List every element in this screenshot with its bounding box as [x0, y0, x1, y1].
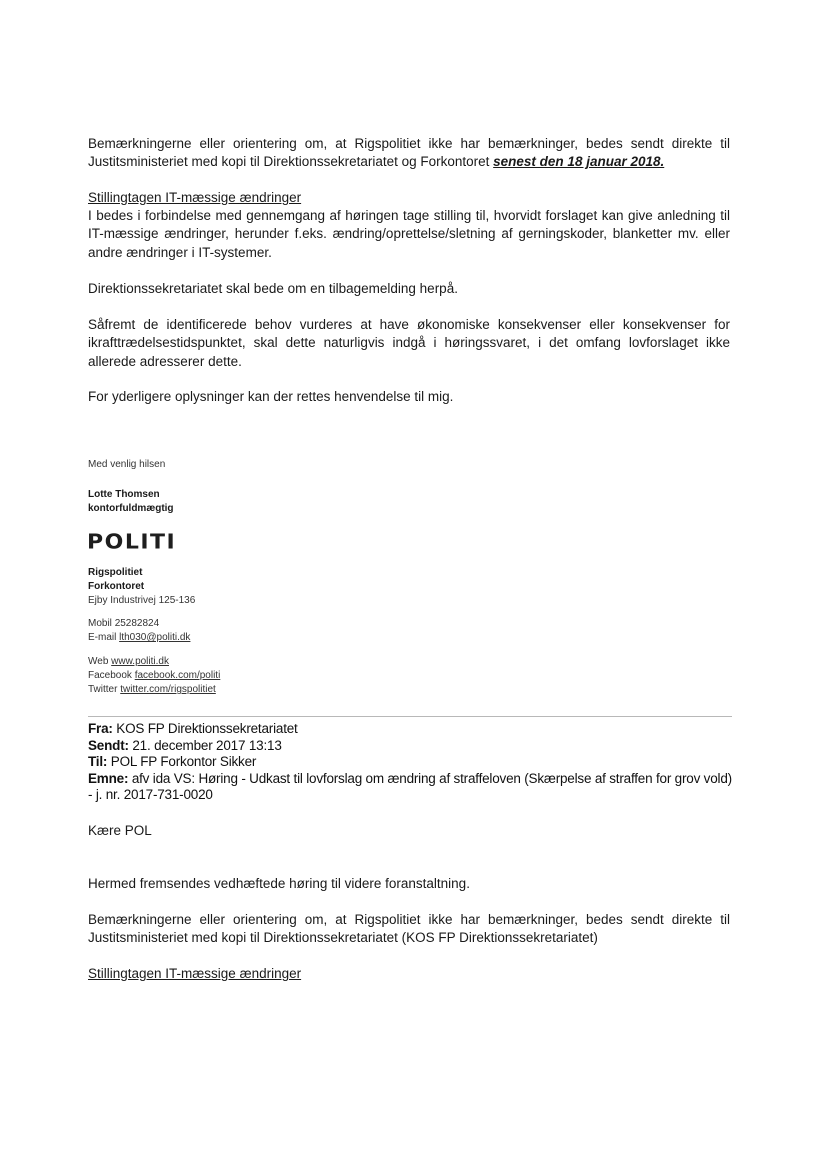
- paragraph-forwarding: Hermed fremsendes vedhæftede høring til videre foranstaltning.: [88, 876, 470, 891]
- twitter-label: Twitter: [88, 684, 118, 695]
- signature-twitter: [88, 683, 216, 696]
- email-header: [88, 721, 738, 804]
- email-link[interactable]: lth030@politi.dk: [119, 632, 191, 643]
- politi-logo: POLITI: [87, 531, 177, 554]
- mobile-number: 25282824: [114, 618, 160, 629]
- mobile-label: Mobil: [88, 618, 112, 629]
- header-to: [88, 754, 738, 771]
- facebook-link[interactable]: facebook.com/politi: [134, 670, 221, 681]
- unit-name: Forkontoret: [88, 581, 145, 592]
- sent-label: Sendt:: [88, 737, 129, 753]
- email-divider: [88, 716, 732, 717]
- signature-unit: [88, 580, 144, 593]
- salutation: Kære POL: [88, 823, 152, 838]
- twitter-link[interactable]: twitter.com/rigspolitiet: [120, 684, 216, 695]
- paragraph-feedback-request: Direktionssekretariatet skal bede om en tilbagemelding herpå.: [88, 281, 458, 296]
- from-value: KOS FP Direktionssekretariatet: [116, 721, 298, 736]
- signature-role: [88, 502, 174, 515]
- paragraph-economic-consequences: Såfremt de identificerede behov vurderes at have økonomiske konsekvenser eller konsekvenser for ikrafttrædelsestidspunktet, skal dette naturligvis indgå i høringssvaret, i det omfang lovforslaget ikke allerede adresserer dette.: [88, 317, 730, 369]
- paragraph-contact: For yderligere oplysninger kan der rettes henvendelse til mig.: [88, 389, 454, 404]
- sent-value: 21. december 2017 13:13: [132, 737, 282, 753]
- to-value: POL FP Forkontor Sikker: [110, 754, 257, 769]
- signature-name: [88, 488, 160, 501]
- signature-email: [88, 631, 190, 644]
- subject-label: Emne:: [88, 770, 129, 786]
- paragraph-reply-instructions-2: Bemærkningerne eller orientering om, at Rigspolitiet ikke har bemærkninger, bedes sendt direkte til Justitsministeriet med kopi til Direktionssekretariatet (KOS FP Direktionssekretariatet): [88, 912, 730, 946]
- signature-mobile: [88, 617, 159, 630]
- it-heading: Stillingtagen IT-mæssige ændringer: [88, 190, 302, 205]
- greeting: Med venlig hilsen: [88, 459, 166, 470]
- subject-value: afv ida VS: Høring - Udkast til lovforslag om ændring af straffeloven (Skærpelse af straffen for grov vold) - j. nr. 2017-731-0020: [88, 770, 732, 802]
- facebook-label: Facebook: [88, 670, 132, 681]
- signature-facebook: [88, 669, 220, 682]
- header-from: [88, 721, 738, 738]
- sender-role: kontorfuldmægtig: [88, 503, 174, 514]
- reply-instructions-text: Bemærkningerne eller orientering om, at Rigspolitiet ikke har bemærkninger, bedes sendt direkte til Justitsministeriet med kopi til Direktionssekretariatet og Forkontoret: [88, 136, 730, 170]
- it-heading-2: Stillingtagen IT-mæssige ændringer: [88, 966, 302, 981]
- web-link[interactable]: www.politi.dk: [111, 656, 169, 667]
- header-subject: [88, 771, 738, 804]
- email-label: E-mail: [88, 632, 117, 643]
- signature-address: Ejby Industrivej 125-136: [88, 595, 196, 606]
- deadline-text: senest den 18 januar 2018.: [493, 154, 665, 170]
- web-label: Web: [88, 656, 109, 667]
- sender-name: Lotte Thomsen: [88, 489, 160, 500]
- org-name: Rigspolitiet: [88, 567, 143, 578]
- to-label: Til:: [88, 754, 108, 769]
- from-label: Fra:: [88, 721, 113, 736]
- signature-org: [88, 566, 142, 579]
- signature-web: [88, 655, 169, 668]
- header-sent: [88, 738, 738, 755]
- paragraph-reply-instructions: [88, 135, 730, 172]
- paragraph-it-changes: I bedes i forbindelse med gennemgang af høringen tage stilling til, hvorvidt forslaget kan give anledning til IT-mæssige ændringer, herunder f.eks. ændring/oprettelse/sletning af gerningskoder, blanketter mv. eller andre ændringer i IT-systemer.: [88, 208, 730, 260]
